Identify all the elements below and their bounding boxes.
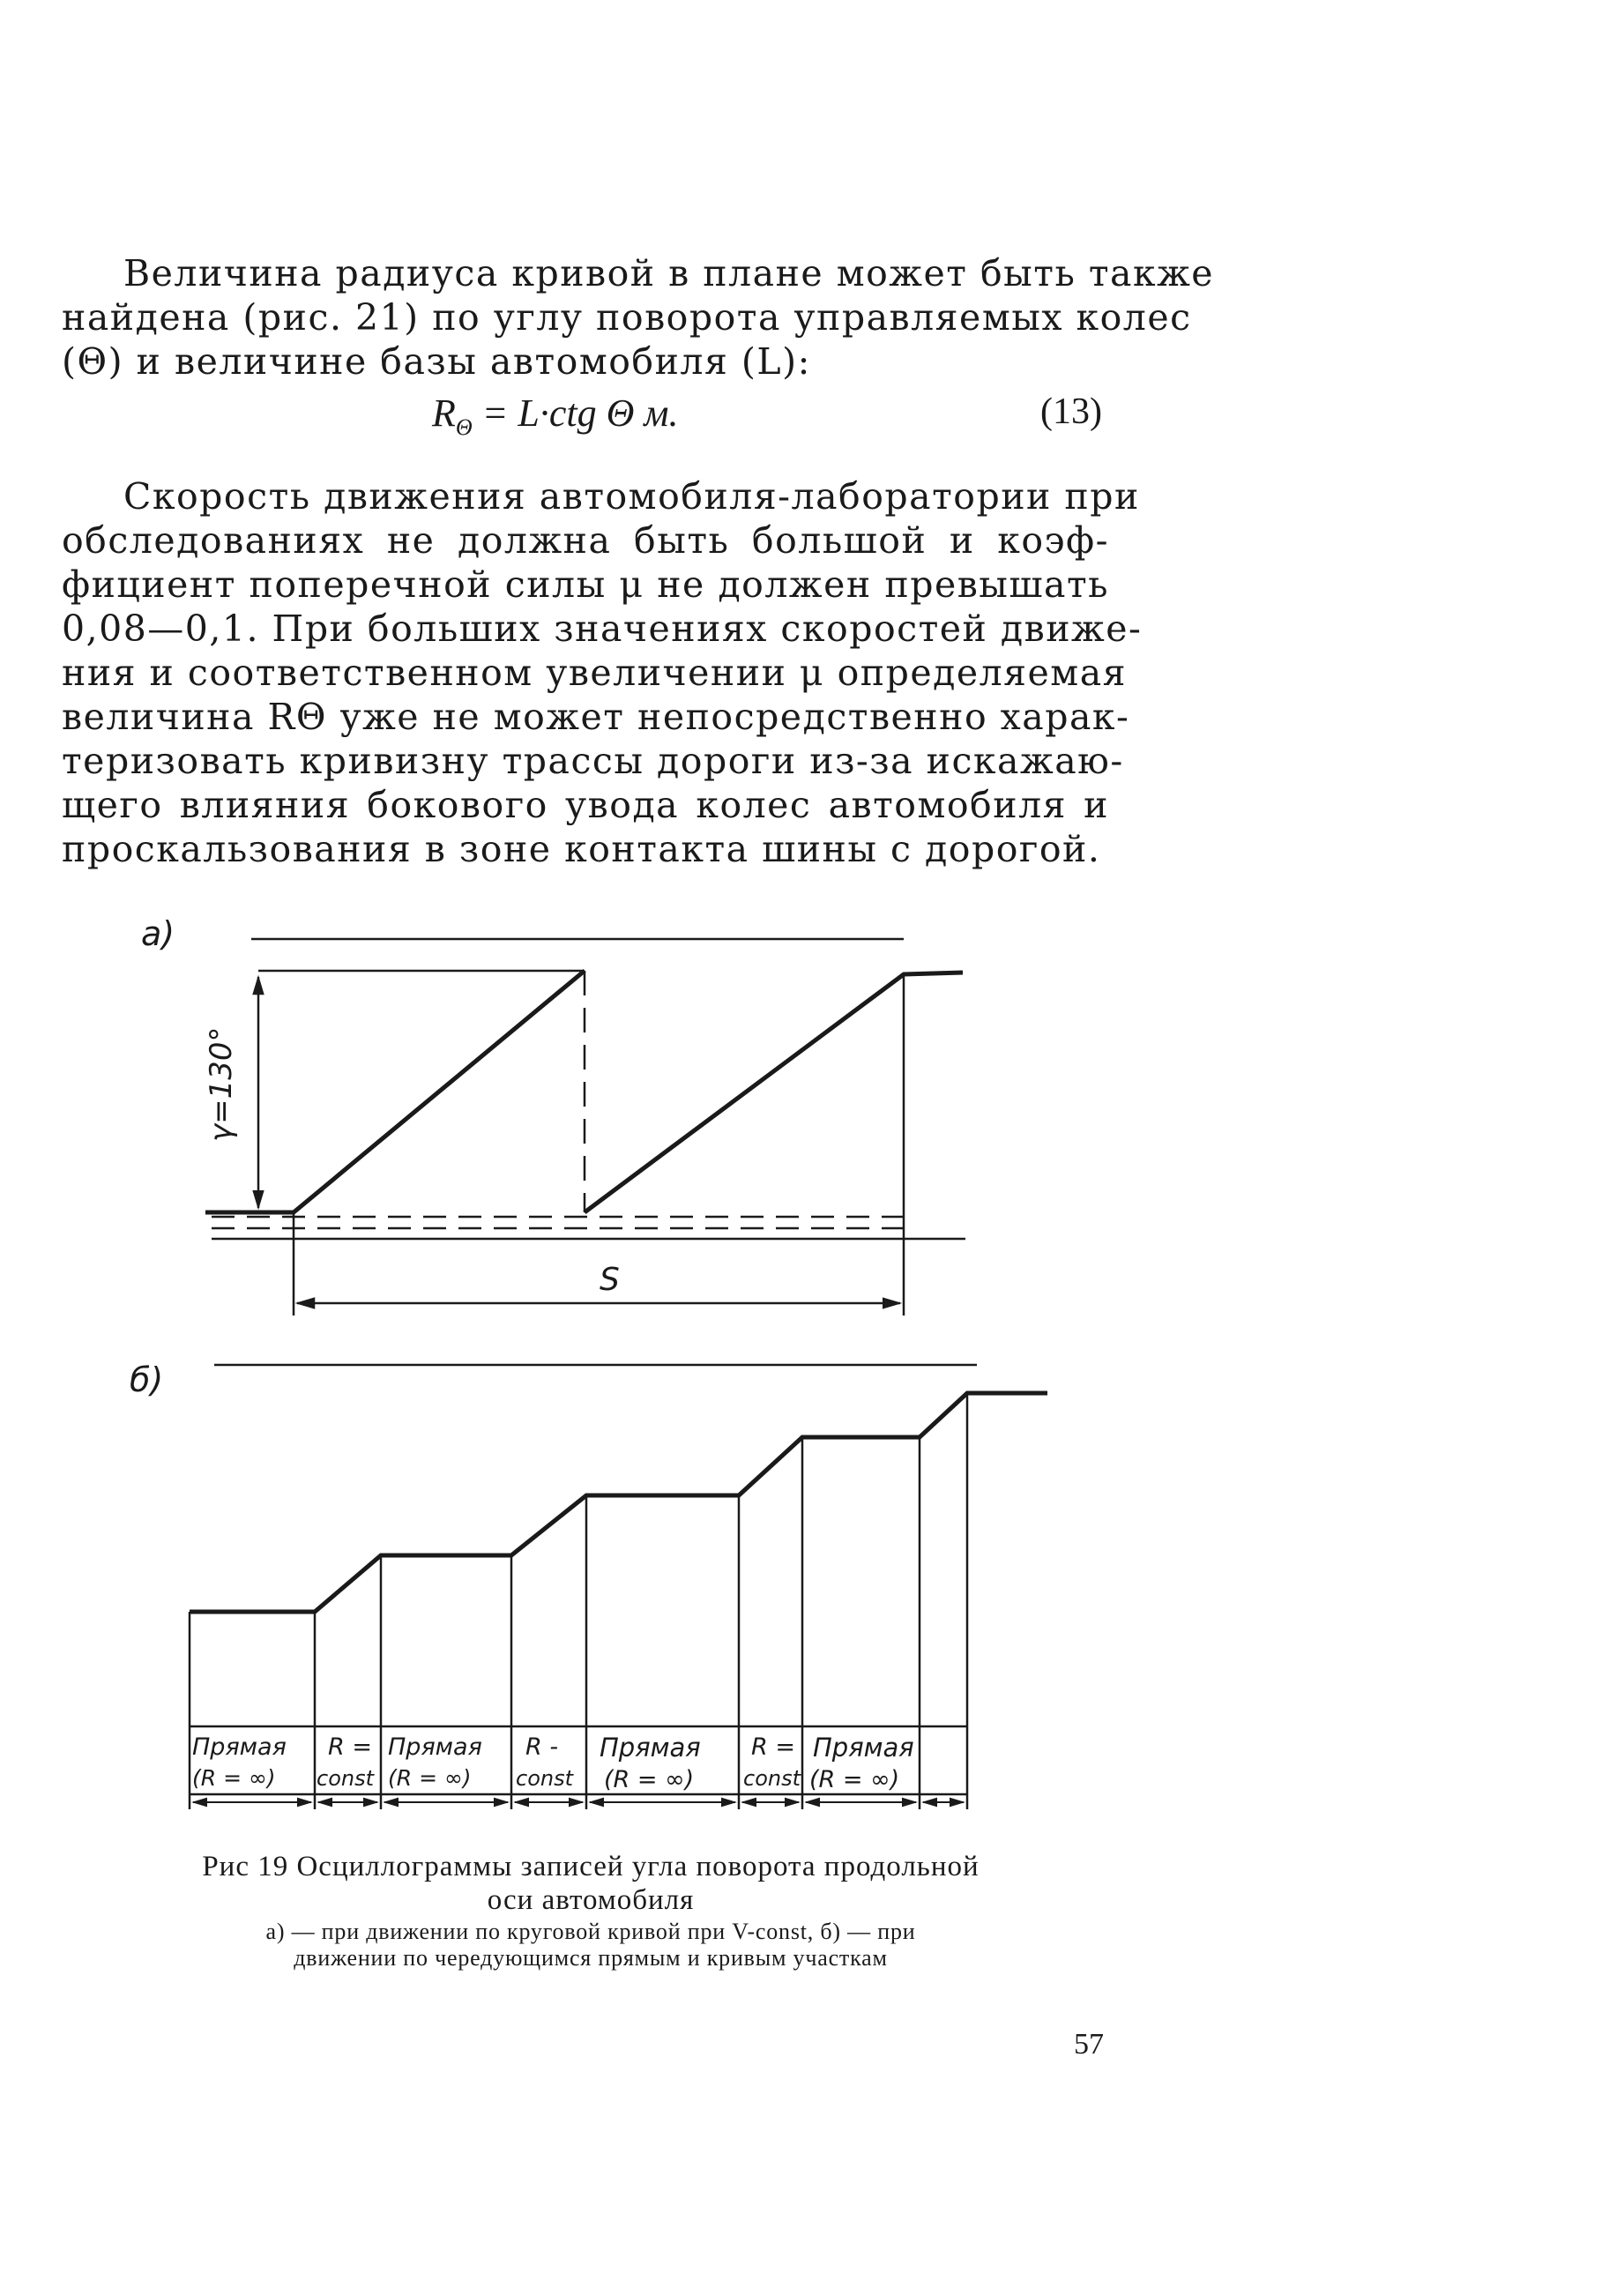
paragraph-2-line: ния и соответственном увеличении μ определяемая [62, 652, 1128, 694]
segment-7-label: Прямая [813, 1733, 914, 1763]
paragraph-1-line: (Θ) и величине базы автомобиля (L): [62, 340, 811, 383]
segment-4-label: R - [525, 1733, 559, 1761]
panel-a-trace-ramp-1 [205, 971, 585, 1212]
segment-4-sublabel: const [516, 1766, 574, 1791]
caption-sub-line: движении по чередующимся прямым и кривым участкам [294, 1945, 888, 1971]
paragraph-2-line: фициент поперечной силы μ не должен превышать [62, 563, 1109, 606]
segment-6-sublabel: const [743, 1766, 801, 1791]
panel-b [130, 1360, 1047, 1809]
figure-caption-title [106, 1850, 1076, 1917]
paragraph-1-line: найдена (рис. 21) по углу поворота управляемых колес [62, 296, 1192, 339]
panel-a [141, 914, 965, 1316]
segment-5-label: Прямая [600, 1733, 701, 1763]
paragraph-2-line: величина RΘ уже не может непосредственно харак- [62, 696, 1130, 738]
paragraph-1-line: Величина радиуса кривой в плане может быть также [123, 252, 1215, 294]
segment-3-sublabel: (R = ∞) [388, 1765, 472, 1791]
paragraph-2-line: теризовать кривизну трассы дороги из-за искажаю- [62, 740, 1124, 782]
segment-7-sublabel: (R = ∞) [809, 1766, 900, 1793]
segment-5-sublabel: (R = ∞) [604, 1766, 695, 1793]
segment-2-sublabel: const [317, 1766, 375, 1791]
segment-2-label: R = [328, 1733, 372, 1761]
segment-1-sublabel: (R = ∞) [192, 1765, 276, 1791]
paragraph-2-line: 0,08—0,1. При больших значениях скоростей движе- [62, 608, 1143, 650]
equation-lhs-subscript: Θ [455, 414, 473, 440]
page-number: 57 [1074, 2028, 1104, 2061]
figure-caption-subtitle [106, 1919, 1076, 1972]
paragraph-2-line: Скорость движения автомобиля-лаборатории при [123, 475, 1140, 518]
paragraph-2-line: проскальзования в зоне контакта шины с дорогой. [62, 828, 1101, 870]
panel-b-label: б) [130, 1360, 164, 1399]
paragraph-2-line: обследованиях не должна быть большой и коэф- [62, 519, 1109, 562]
panel-a-distance-label: S [600, 1262, 620, 1298]
panel-a-angle-label: γ=130° [204, 1026, 239, 1142]
equation-lhs: R [432, 391, 456, 435]
panel-a-trace-ramp-2 [585, 973, 963, 1212]
caption-title-line: оси автомобиля [487, 1884, 695, 1916]
equation-rhs: = L·ctg Θ м. [481, 391, 679, 435]
paragraph-2-line: щего влияния бокового увода колес автомобиля и [62, 784, 1109, 826]
equation-number: (13) [1040, 391, 1102, 432]
panel-b-segment-labels [192, 1733, 914, 1793]
segment-1-label: Прямая [192, 1733, 287, 1761]
segment-3-label: Прямая [388, 1733, 482, 1761]
panel-a-label: а) [141, 914, 175, 953]
caption-title-line: Рис 19 Осциллограммы записей угла поворота продольной [202, 1851, 980, 1882]
caption-sub-line: а) — при движении по круговой кривой при V-const, б) — при [265, 1919, 916, 1944]
segment-6-label: R = [751, 1733, 795, 1761]
